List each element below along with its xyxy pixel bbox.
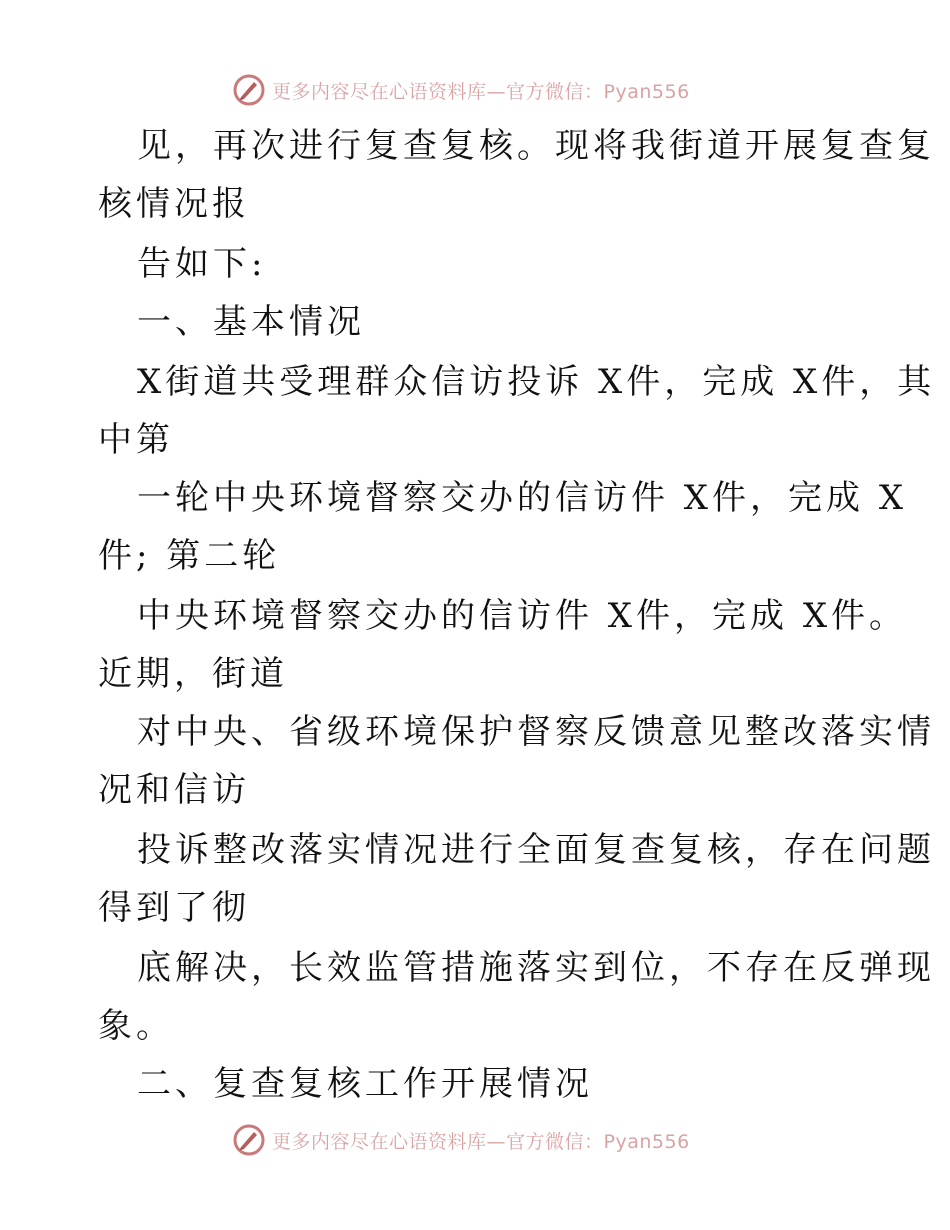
quill-seal-icon (232, 73, 266, 107)
text-line: 近期，街道 (98, 654, 288, 694)
quill-seal-icon (232, 1123, 266, 1157)
text-line: 见，再次进行复查复核。现将我街道开展复查复 (137, 126, 935, 166)
text-line: 中第 (98, 420, 174, 460)
text-line: 一轮中央环境督察交办的信访件 X件，完成 X (137, 478, 908, 518)
text-line: 得到了彻 (98, 888, 250, 928)
watermark-text: 更多内容尽在心语资料库—官方微信：Pyan556 (272, 80, 690, 103)
text-line: 告如下: (137, 244, 267, 284)
text-line: 底解决，长效监管措施落实到位，不存在反弹现 (137, 948, 935, 988)
text-line: X街道共受理群众信访投诉 X件，完成 X件，其 (137, 362, 936, 402)
text-line: 象。 (98, 1006, 174, 1046)
text-line: 中央环境督察交办的信访件 X件，完成 X件。 (137, 596, 908, 636)
header-watermark (232, 72, 690, 108)
section-heading: 二、复查复核工作开展情况 (137, 1064, 593, 1104)
text-line: 件; 第二轮 (98, 536, 281, 576)
text-line: 对中央、省级环境保护督察反馈意见整改落实情 (137, 712, 935, 752)
text-line: 投诉整改落实情况进行全面复查复核，存在问题 (137, 830, 935, 870)
section-heading: 一、基本情况 (137, 302, 365, 342)
text-line: 况和信访 (98, 770, 250, 810)
footer-watermark (232, 1122, 690, 1158)
text-line: 核情况报 (98, 184, 250, 224)
watermark-text: 更多内容尽在心语资料库—官方微信：Pyan556 (272, 1130, 690, 1153)
